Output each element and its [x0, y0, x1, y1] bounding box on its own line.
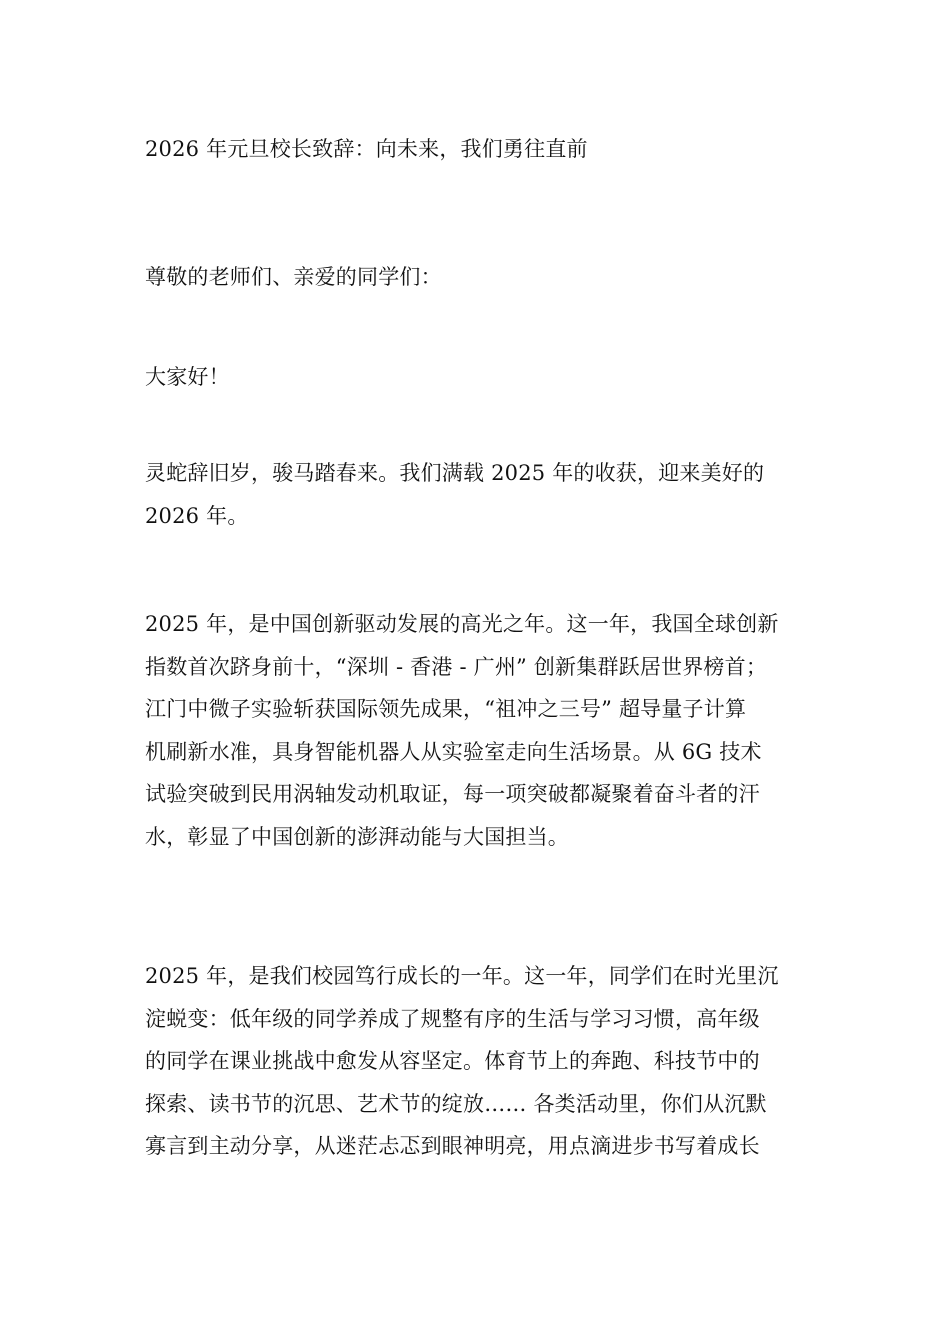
salutation-text: 尊敬的老师们、亲爱的同学们：: [145, 265, 442, 289]
paragraph-line: 试验突破到民用涡轴发动机取证，每一项突破都凝聚着奋斗者的汗: [145, 782, 760, 806]
paragraph-2: [145, 603, 825, 858]
paragraph-line: 机刷新水准，具身智能机器人从实验室走向生活场景。从 6G 技术: [145, 739, 762, 764]
greeting: [145, 356, 825, 399]
paragraph-line: 水，彰显了中国创新的澎湃动能与大国担当。: [145, 824, 569, 849]
paragraph-line: 寡言到主动分享，从迷茫忐忑到眼神明亮，用点滴进步书写着成长: [145, 1134, 760, 1158]
paragraph-line: 淀蜕变：低年级的同学养成了规整有序的生活与学习习惯，高年级: [145, 1006, 760, 1031]
document-title: [145, 128, 825, 171]
paragraph-line: 2025 年，是我们校园笃行成长的一年。这一年，同学们在时光里沉: [145, 964, 779, 988]
paragraph-1: [145, 452, 825, 537]
salutation: [145, 256, 825, 299]
paragraph-line: 的同学在课业挑战中愈发从容坚定。体育节上的奔跑、科技节中的: [145, 1049, 760, 1073]
paragraph-line: 探索、读书节的沉思、艺术节的绽放…… 各类活动里，你们从沉默: [145, 1091, 767, 1116]
paragraph-line: 灵蛇辞旧岁，骏马踏春来。我们满载 2025 年的收获，迎来美好的: [145, 461, 765, 485]
paragraph-line: 江门中微子实验斩获国际领先成果，“祖冲之三号” 超导量子计算: [145, 697, 747, 721]
paragraph-line: 指数首次跻身前十，“深圳 - 香港 - 广州” 创新集群跃居世界榜首；: [145, 654, 768, 679]
paragraph-line: 2026 年。: [145, 503, 249, 528]
paragraph-line: 2025 年，是中国创新驱动发展的高光之年。这一年，我国全球创新: [145, 612, 779, 636]
paragraph-3: [145, 955, 825, 1168]
title-text: 2026 年元旦校长致辞：向未来，我们勇往直前: [145, 137, 588, 161]
greeting-text: 大家好！: [145, 365, 230, 389]
